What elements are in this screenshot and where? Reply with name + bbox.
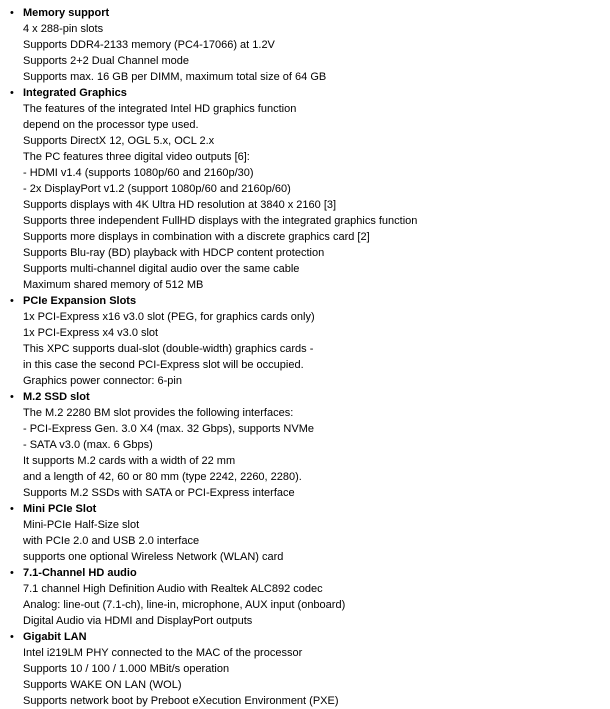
spec-line: and a length of 42, 60 or 80 mm (type 2242, 2260, 2280). — [23, 471, 302, 483]
section-header-row — [10, 629, 602, 645]
spec-line: Analog: line-out (7.1-ch), line-in, microphone, AUX input (onboard) — [23, 599, 346, 611]
bullet-icon: • — [10, 87, 14, 99]
spec-line: Supports DDR4-2133 memory (PC4-17066) at 1.2V — [23, 39, 275, 51]
spec-line: 7.1 channel High Definition Audio with Realtek ALC892 codec — [23, 583, 323, 595]
section-title: Integrated Graphics — [23, 87, 127, 99]
spec-line: Supports M.2 SSDs with SATA or PCI-Express interface — [23, 487, 295, 499]
section-header-row — [10, 85, 602, 101]
section-title: M.2 SSD slot — [23, 391, 90, 403]
spec-line: Mini-PCIe Half-Size slot — [23, 519, 140, 531]
spec-line: 1x PCI-Express x16 v3.0 slot (PEG, for graphics cards only) — [23, 311, 315, 323]
section-header-row — [10, 5, 602, 21]
section-title: PCIe Expansion Slots — [23, 295, 137, 307]
bullet-icon: • — [10, 631, 14, 643]
section-title: 7.1-Channel HD audio — [23, 567, 137, 579]
bullet-icon: • — [10, 7, 14, 19]
spec-line: - 2x DisplayPort v1.2 (support 1080p/60 and 2160p/60) — [23, 183, 291, 195]
spec-line: Graphics power connector: 6-pin — [23, 375, 182, 387]
spec-line: Supports max. 16 GB per DIMM, maximum total size of 64 GB — [23, 71, 327, 83]
section-title: Gigabit LAN — [23, 631, 87, 643]
bullet-icon: • — [10, 295, 14, 307]
section-header-row — [10, 501, 602, 517]
spec-line: in this case the second PCI-Express slot will be occupied. — [23, 359, 304, 371]
spec-line: depend on the processor type used. — [23, 119, 199, 131]
spec-line: - SATA v3.0 (max. 6 Gbps) — [23, 439, 153, 451]
spec-section — [10, 85, 602, 293]
spec-section — [10, 5, 602, 85]
spec-line: Digital Audio via HDMI and DisplayPort outputs — [23, 615, 253, 627]
spec-section — [10, 293, 602, 389]
spec-line: with PCIe 2.0 and USB 2.0 interface — [23, 535, 200, 547]
spec-line: 4 x 288-pin slots — [23, 23, 104, 35]
bullet-icon: • — [10, 567, 14, 579]
section-header-row — [10, 389, 602, 405]
spec-line: Supports multi-channel digital audio over the same cable — [23, 263, 300, 275]
spec-line: Supports WAKE ON LAN (WOL) — [23, 679, 182, 691]
spec-section — [10, 501, 602, 565]
bullet-icon: • — [10, 391, 14, 403]
section-header-row — [10, 293, 602, 309]
spec-section — [10, 629, 602, 709]
spec-line: Supports more displays in combination with a discrete graphics card [2] — [23, 231, 370, 243]
bullet-icon: • — [10, 503, 14, 515]
section-title: Mini PCIe Slot — [23, 503, 97, 515]
spec-line: Supports DirectX 12, OGL 5.x, OCL 2.x — [23, 135, 215, 147]
spec-line: Supports Blu-ray (BD) playback with HDCP content protection — [23, 247, 325, 259]
spec-line: The M.2 2280 BM slot provides the following interfaces: — [23, 407, 294, 419]
spec-line: Supports 10 / 100 / 1.000 MBit/s operation — [23, 663, 230, 675]
spec-line: Supports three independent FullHD displays with the integrated graphics function — [23, 215, 418, 227]
spec-line: This XPC supports dual-slot (double-width) graphics cards - — [23, 343, 314, 355]
spec-line: 1x PCI-Express x4 v3.0 slot — [23, 327, 159, 339]
spec-section — [10, 565, 602, 629]
spec-line: Supports 2+2 Dual Channel mode — [23, 55, 190, 67]
spec-line: supports one optional Wireless Network (WLAN) card — [23, 551, 284, 563]
section-header-row — [10, 565, 602, 581]
spec-line: - PCI-Express Gen. 3.0 X4 (max. 32 Gbps), supports NVMe — [23, 423, 314, 435]
spec-line: Intel i219LM PHY connected to the MAC of the processor — [23, 647, 303, 659]
spec-line: The PC features three digital video outputs [6]: — [23, 151, 250, 163]
spec-line: Supports displays with 4K Ultra HD resolution at 3840 x 2160 [3] — [23, 199, 337, 211]
spec-line: Maximum shared memory of 512 MB — [23, 279, 204, 291]
spec-line: Supports network boot by Preboot eXecution Environment (PXE) — [23, 695, 339, 707]
section-title: Memory support — [23, 7, 110, 19]
spec-line: The features of the integrated Intel HD graphics function — [23, 103, 297, 115]
spec-line: - HDMI v1.4 (supports 1080p/60 and 2160p/30) — [23, 167, 254, 179]
spec-line: It supports M.2 cards with a width of 22 mm — [23, 455, 236, 467]
spec-section — [10, 389, 602, 501]
